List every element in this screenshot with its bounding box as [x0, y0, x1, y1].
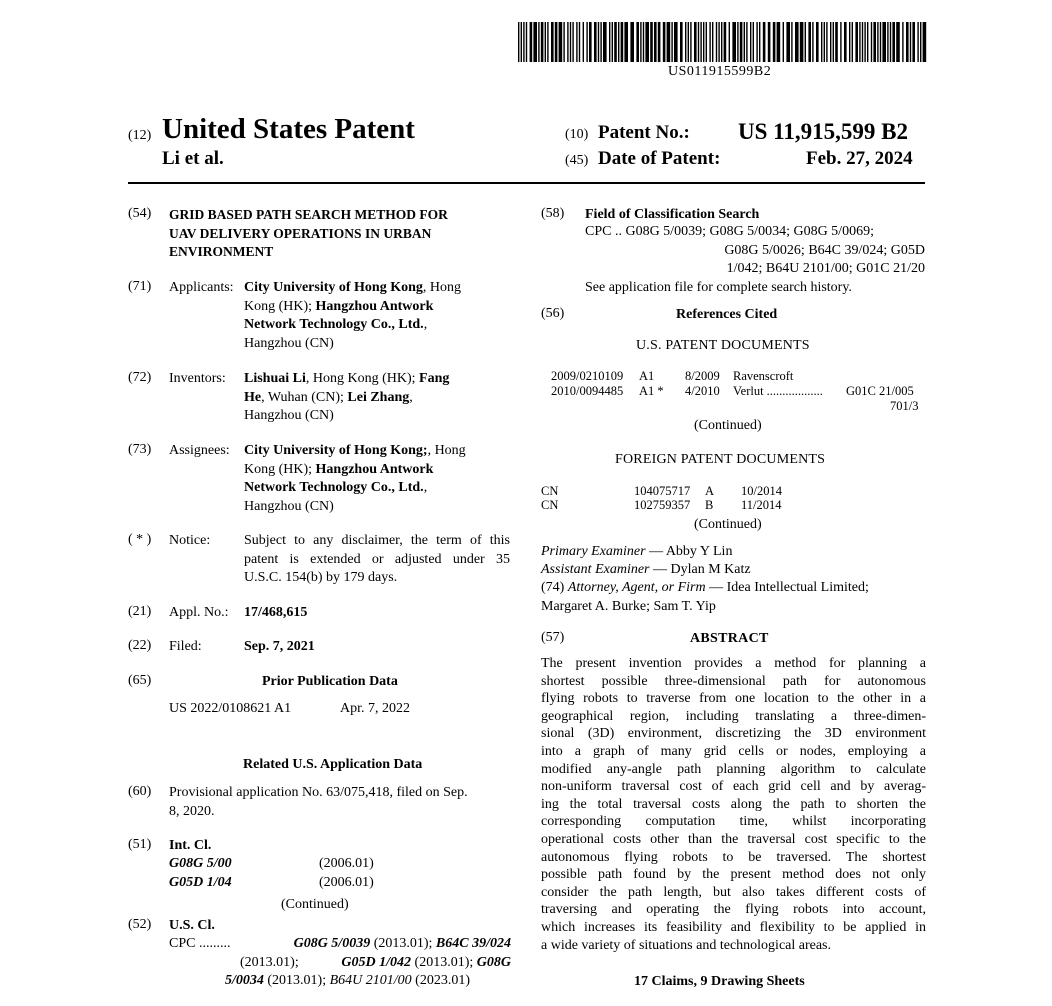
applicants: City University of Hong Kong, Hong Kong (HK); Hangzhou Antwork Network Technology Co., Ltd., Hangzhou (CN): [244, 280, 462, 351]
notice-label: Notice:: [169, 533, 211, 548]
code-10: (10): [565, 127, 589, 142]
related-heading: Related U.S. Application Data: [243, 757, 423, 772]
barcode-bar: [862, 22, 863, 62]
barcode-bar: [530, 22, 533, 62]
barcode-bar: [873, 22, 876, 62]
code-73: (73): [128, 442, 152, 457]
abstract-body: [541, 655, 926, 954]
barcode-bar: [917, 22, 918, 62]
barcode-bar: [698, 22, 699, 62]
barcode-bar: [570, 22, 571, 62]
barcode-bar: [816, 22, 819, 62]
barcode-bar: [555, 22, 558, 62]
patent-no-label: Patent No.:: [598, 122, 690, 143]
abstract-line: sional (3D) environment, discretizing the 3D environment: [541, 726, 926, 742]
abstract-line: The present invention provides a method for planning a: [541, 656, 926, 671]
foreign-doc-1-kind: A: [705, 484, 715, 498]
barcode-bar: [703, 22, 704, 62]
barcode-bar: [849, 22, 850, 62]
code-71: (71): [128, 279, 152, 294]
barcode-bar: [882, 22, 886, 62]
barcode-bar: [674, 22, 678, 62]
code-45: (45): [565, 153, 589, 168]
barcode-bar: [583, 22, 584, 62]
us-doc-2-class: G01C 21/005: [846, 384, 914, 398]
abstract-line: shortest possible three-dimensional path for autonomous: [541, 673, 926, 689]
invention-title: GRID BASED PATH SEARCH METHOD FOR UAV DELIVERY OPERATIONS IN URBAN ENVIRONMENT: [169, 207, 448, 259]
barcode-bar: [902, 22, 903, 62]
barcode-bar: [892, 22, 895, 62]
barcode-bar: [791, 22, 792, 62]
code-65: (65): [128, 673, 152, 688]
barcode-bar: [877, 22, 878, 62]
barcode-bar: [923, 22, 927, 62]
abstract-line: ing the total traversal costs along the path to shorten the: [541, 796, 926, 812]
barcode-bar: [855, 22, 858, 62]
code-12: (12): [128, 128, 152, 143]
int-cl-date-2: (2006.01): [319, 875, 374, 890]
barcode-bar: [650, 22, 653, 62]
patent-number: US 11,915,599 B2: [738, 119, 908, 144]
us-docs-continued: (Continued): [694, 418, 762, 433]
barcode-bar: [618, 22, 619, 62]
inventors-label: Inventors:: [169, 371, 226, 386]
barcode-bar: [521, 22, 522, 62]
barcode-bar: [750, 22, 751, 62]
barcode-bar: [896, 22, 900, 62]
us-doc-2-subclass: 701/3: [890, 399, 919, 413]
barcode-bar: [572, 22, 573, 62]
abstract-line: a wide variety of situations and technological areas.: [541, 937, 832, 953]
appl-no: 17/468,615: [244, 605, 308, 620]
field-search-heading: Field of Classification Search: [585, 207, 760, 222]
barcode-bar: [724, 22, 727, 62]
barcode-bar: [600, 22, 601, 62]
barcode-bar: [763, 22, 766, 62]
barcode-bar: [700, 22, 701, 62]
barcode-bar: [808, 22, 811, 62]
notice-text: Subject to any disclaimer, the term of this patent is extended or adjusted under 35 U.S.C. 154(b) by 179 days.: [244, 533, 510, 585]
field-search-cpc: CPC .. G08G 5/0039; G08G 5/0034; G08G 5/0069; G08G 5/0026; B64C 39/024; G05D 1/042; B64U 2101/00; G01C 21/20 See application file for complete search history.: [585, 224, 925, 295]
abstract-line: consider the path length, but also takes different costs of: [541, 884, 926, 900]
barcode-bar: [830, 22, 831, 62]
abstract-line: which increases its feasibility and flexibility to be applied in: [541, 919, 926, 935]
abstract-heading: ABSTRACT: [690, 631, 769, 646]
applicants-label: Applicants:: [169, 280, 234, 295]
barcode-bar: [688, 22, 689, 62]
barcode-bar: [663, 22, 666, 62]
code-54: (54): [128, 206, 152, 221]
barcode-bar: [852, 22, 853, 62]
barcode-bar: [844, 22, 847, 62]
barcode-bar: [654, 22, 657, 62]
us-doc-2-name: Verlut ..................: [733, 384, 823, 398]
us-doc-1-number: 2009/0210109: [551, 369, 624, 383]
barcode-bar: [753, 22, 754, 62]
barcode-bar: [835, 22, 838, 62]
patent-kind: United States Patent: [162, 113, 415, 145]
barcode-bar: [545, 22, 546, 62]
barcode-bar: [756, 22, 757, 62]
foreign-doc-2-date: 11/2014: [741, 498, 782, 512]
us-docs-heading: U.S. PATENT DOCUMENTS: [636, 338, 810, 353]
int-cl-label: Int. Cl.: [169, 838, 212, 853]
code-51: (51): [128, 837, 152, 852]
barcode-bar: [658, 22, 661, 62]
barcode-bar: [800, 22, 804, 62]
code-52: (52): [128, 917, 152, 932]
barcode-bar: [680, 22, 683, 62]
code-21: (21): [128, 604, 152, 619]
barcode-bar: [740, 22, 743, 62]
barcode-bar: [867, 22, 868, 62]
barcode-bar: [667, 22, 671, 62]
abstract-line: modified any-angle path planning algorithm to calculate: [541, 761, 926, 777]
barcode-bar: [864, 22, 865, 62]
assignees: City University of Hong Kong;, Hong Kong (HK); Hangzhou Antwork Network Technology Co., Ltd., Hangzhou (CN): [244, 443, 466, 514]
abstract-line: corresponding computation time, whilst incorporating: [541, 814, 926, 830]
barcode-bar: [833, 22, 834, 62]
barcode-bar: [645, 22, 649, 62]
int-cl-code-2: G05D 1/04: [169, 875, 232, 890]
foreign-doc-1-number: 104075717: [634, 484, 691, 498]
appl-no-label: Appl. No.:: [169, 605, 229, 620]
provisional-app: Provisional application No. 63/075,418, filed on Sep. 8, 2020.: [169, 785, 468, 819]
barcode-bar: [586, 22, 587, 62]
barcode-bar: [777, 22, 781, 62]
code-72: (72): [128, 370, 152, 385]
code-notice: ( * ): [128, 532, 152, 547]
barcode-bar: [621, 22, 624, 62]
barcode-bar: [746, 22, 747, 62]
us-doc-2-kind: A1 *: [639, 384, 664, 398]
barcode-bar: [840, 22, 841, 62]
barcode-bar: [609, 22, 610, 62]
barcode-bar: [518, 22, 519, 62]
barcode-bar: [920, 22, 921, 62]
abstract-line: possible path found by the present method does not only: [541, 867, 926, 883]
barcode-bar: [685, 22, 686, 62]
barcode-bar: [773, 22, 776, 62]
abstract-line: autonomous flying robots to be traversed. The shortest: [541, 849, 926, 865]
barcode-bar: [712, 22, 713, 62]
prior-pub-date: Apr. 7, 2022: [340, 701, 410, 716]
barcode-bar: [910, 22, 911, 62]
barcode-bar: [541, 22, 544, 62]
barcode-bar: [526, 22, 527, 62]
abstract-line: into a graph of many grid cells or nodes, employing a: [541, 743, 926, 759]
barcode-bar: [729, 22, 730, 62]
us-doc-1-kind: A1: [639, 369, 655, 383]
barcode-bar: [563, 22, 564, 62]
assignees-label: Assignees:: [169, 443, 230, 458]
barcode-bar: [533, 22, 537, 62]
barcode-bar: [768, 22, 771, 62]
barcode: [518, 22, 928, 62]
barcode-bar: [612, 22, 613, 62]
barcode-bar: [821, 22, 822, 62]
barcode-bar: [598, 22, 599, 62]
barcode-bar: [795, 22, 799, 62]
code-22: (22): [128, 638, 152, 653]
abstract-line: geographical region, including translating a three-dimen-: [541, 708, 926, 724]
foreign-doc-1-date: 10/2014: [741, 484, 782, 498]
header-rule: [128, 182, 925, 184]
barcode-bar: [716, 22, 717, 62]
barcode-bar: [890, 22, 891, 62]
us-cl-cpc: CPC ......... G08G 5/0039 (2013.01); B64C 39/024 (2013.01); G05D 1/042 (2013.01); G08G 5/0034 (2013.01); B64U 2101/00 (2023.01): [169, 936, 511, 988]
attorney: (74) Attorney, Agent, or Firm — Idea Intellectual Limited; Margaret A. Burke; Sam T. Yip: [541, 580, 869, 614]
filed-date: Sep. 7, 2021: [244, 639, 315, 654]
barcode-bar: [709, 22, 710, 62]
assistant-examiner: Assistant Examiner — Dylan M Katz: [541, 562, 751, 577]
barcode-bar: [887, 22, 888, 62]
barcode-bar: [538, 22, 539, 62]
barcode-bar: [732, 22, 736, 62]
foreign-doc-2-kind: B: [705, 498, 714, 512]
barcode-bar: [759, 22, 760, 62]
abstract-line: flying robots to traverse from one location to the other in a: [541, 691, 926, 707]
barcode-bar: [812, 22, 813, 62]
us-doc-1-date: 8/2009: [685, 369, 720, 383]
prior-pub-number: US 2022/0108621 A1: [169, 701, 292, 716]
date-label: Date of Patent:: [598, 148, 721, 169]
barcode-bar: [721, 22, 722, 62]
abstract-line: operational costs other than the traversal cost specific to the: [541, 831, 926, 847]
abstract-line: non-uniform traversal cost of each grid cell and by averag-: [541, 779, 926, 795]
barcode-bar: [630, 22, 634, 62]
filed-label: Filed:: [169, 639, 202, 654]
code-57: (57): [541, 630, 565, 645]
code-58: (58): [541, 206, 565, 221]
barcode-bar: [694, 22, 697, 62]
barcode-bar: [643, 22, 644, 62]
barcode-bar: [706, 22, 707, 62]
barcode-bar: [614, 22, 617, 62]
abstract-line: traversing and operating the flying robots into account,: [541, 902, 926, 918]
barcode-bar: [906, 22, 909, 62]
barcode-bar: [880, 22, 881, 62]
primary-examiner: Primary Examiner — Abby Y Lin: [541, 544, 733, 559]
inventors: Lishuai Li, Hong Kong (HK); Fang He, Wuhan (CN); Lei Zhang, Hangzhou (CN): [244, 371, 450, 423]
us-cl-label: U.S. Cl.: [169, 918, 215, 933]
authors: Li et al.: [162, 148, 224, 169]
barcode-bar: [589, 22, 592, 62]
barcode-bar: [824, 22, 825, 62]
barcode-bar: [826, 22, 827, 62]
int-cl-continued: (Continued): [281, 897, 349, 912]
barcode-bar: [567, 22, 568, 62]
code-60: (60): [128, 784, 152, 799]
foreign-doc-1-country: CN: [541, 484, 559, 498]
int-cl-date-1: (2006.01): [319, 856, 374, 871]
barcode-bar: [636, 22, 639, 62]
foreign-doc-2-country: CN: [541, 498, 559, 512]
foreign-doc-2-number: 102759357: [634, 498, 691, 512]
barcode-bar: [859, 22, 860, 62]
barcode-bar: [523, 22, 524, 62]
barcode-bar: [624, 22, 628, 62]
barcode-bar: [559, 22, 563, 62]
barcode-bar: [783, 22, 784, 62]
code-56: (56): [541, 306, 565, 321]
us-doc-2-number: 2010/0094485: [551, 384, 624, 398]
barcode-bar: [671, 22, 672, 62]
barcode-bar: [547, 22, 548, 62]
barcode-bar: [786, 22, 790, 62]
barcode-bar: [579, 22, 580, 62]
barcode-bar: [576, 22, 577, 62]
barcode-bar: [551, 22, 554, 62]
barcode-bar: [871, 22, 872, 62]
foreign-docs-heading: FOREIGN PATENT DOCUMENTS: [615, 452, 826, 467]
barcode-bar: [912, 22, 915, 62]
prior-pub-heading: Prior Publication Data: [262, 674, 398, 689]
references-heading: References Cited: [676, 307, 778, 322]
foreign-docs-continued: (Continued): [694, 517, 762, 532]
claims-summary: 17 Claims, 9 Drawing Sheets: [634, 974, 805, 989]
barcode-bar: [737, 22, 738, 62]
barcode-bar: [603, 22, 607, 62]
patent-date: Feb. 27, 2024: [806, 148, 913, 169]
barcode-number: US011915599B2: [668, 64, 772, 79]
barcode-bar: [690, 22, 691, 62]
barcode-bar: [718, 22, 719, 62]
barcode-bar: [805, 22, 806, 62]
us-doc-2-date: 4/2010: [685, 384, 720, 398]
int-cl-code-1: G08G 5/00: [169, 856, 232, 871]
us-doc-1-name: Ravenscroft: [733, 369, 794, 383]
barcode-bar: [640, 22, 641, 62]
barcode-bar: [594, 22, 597, 62]
barcode-bar: [744, 22, 745, 62]
